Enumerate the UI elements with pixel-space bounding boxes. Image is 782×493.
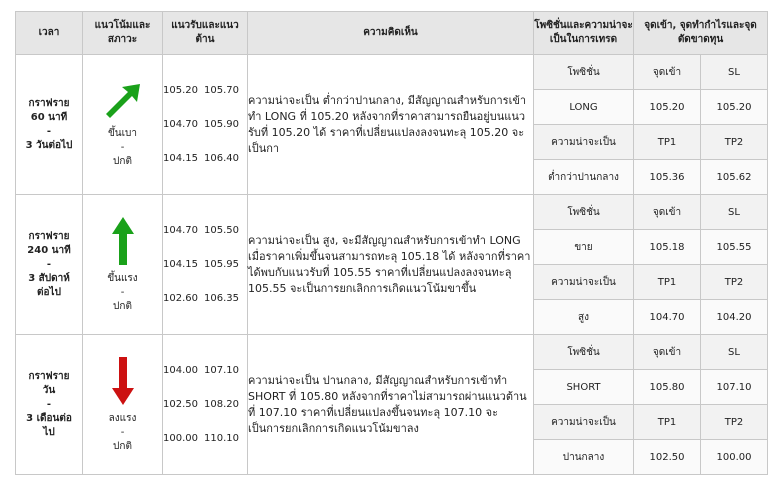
trend-line: ปกติ (113, 300, 132, 312)
support-value: 104.15 (163, 152, 198, 164)
resistance-value: 105.95 (204, 258, 239, 270)
position-cell: TP1 (634, 265, 701, 300)
position-cell: โพซิชั่น (534, 335, 634, 370)
position-cell: สูง (534, 300, 634, 335)
level-pair (163, 282, 247, 316)
timeframe-line: กราฟราย (28, 370, 70, 382)
support-value: 104.15 (163, 258, 198, 270)
table-row (16, 55, 768, 90)
position-cell: 105.36 (634, 160, 701, 195)
position-cell: TP2 (701, 125, 768, 160)
levels-cell (163, 55, 248, 195)
trend-arrow-icon (83, 216, 162, 266)
position-cell: SL (701, 55, 768, 90)
resistance-value: 108.20 (204, 398, 239, 410)
position-cell: 100.00 (701, 440, 768, 475)
level-pair (163, 214, 247, 248)
position-cell: 105.20 (701, 90, 768, 125)
position-cell: โพซิชั่น (534, 55, 634, 90)
support-value: 104.70 (163, 224, 198, 236)
position-cell: จุดเข้า (634, 335, 701, 370)
position-cell: LONG (534, 90, 634, 125)
trend-line: ปกติ (113, 155, 132, 167)
trend-line: ปกติ (113, 440, 132, 452)
level-pair (163, 354, 247, 388)
resistance-value: 110.10 (204, 432, 239, 444)
position-cell: ขาย (534, 230, 634, 265)
timeframe-line: - (46, 125, 52, 137)
timeframe-line: - (46, 398, 52, 410)
position-cell: 102.50 (634, 440, 701, 475)
timeframe-line: 3 วันต่อไป (25, 139, 73, 151)
comment-cell: ความน่าจะเป็น ต่ำกว่าปานกลาง, มีสัญญาณสำหรับการเข้าทำ LONG ที่ 105.20 หลังจากที่ราคาสามารถยืนอยู่บนแนวรับที่ 105.20 ได้ ราคาที่เปลี่ยนแปลงลงจนทะลุ 105.20 จะเป็นกา (248, 55, 534, 195)
position-cell: 105.62 (701, 160, 768, 195)
position-cell: จุดเข้า (634, 55, 701, 90)
timeframe-line: กราฟราย (28, 97, 70, 109)
trend-line: - (120, 286, 125, 298)
trend-arrow-icon (83, 81, 162, 121)
position-cell: 105.80 (634, 370, 701, 405)
timeframe-line: 3 สัปดาห์ (28, 272, 70, 284)
timeframe-cell (16, 55, 83, 195)
position-cell: โพซิชั่น (534, 195, 634, 230)
timeframe-cell (16, 195, 83, 335)
position-cell: 105.18 (634, 230, 701, 265)
timeframe-line: 240 นาที (27, 244, 71, 256)
trend-arrow-icon (83, 356, 162, 406)
timeframe-line: กราฟราย (28, 230, 70, 242)
header-time: เวลา (16, 12, 83, 55)
trend-line: - (120, 141, 125, 153)
trend-cell (83, 55, 163, 195)
resistance-value: 105.50 (204, 224, 239, 236)
support-value: 105.20 (163, 84, 198, 96)
position-cell: TP2 (701, 405, 768, 440)
trend-line: ขึ้นเบา (107, 127, 138, 139)
support-value: 102.60 (163, 292, 198, 304)
timeframe-line: ต่อไป (37, 286, 61, 298)
table-row (16, 335, 768, 370)
position-cell: จุดเข้า (634, 195, 701, 230)
forecast-table (15, 11, 768, 475)
position-cell: 107.10 (701, 370, 768, 405)
level-pair (163, 388, 247, 422)
header-row (16, 12, 768, 55)
position-cell: ต่ำกว่าปานกลาง (534, 160, 634, 195)
level-pair (163, 248, 247, 282)
resistance-value: 105.90 (204, 118, 239, 130)
support-value: 100.00 (163, 432, 198, 444)
comment-cell: ความน่าจะเป็น ปานกลาง, มีสัญญาณสำหรับการเข้าทำ SHORT ที่ 105.80 หลังจากที่ราคาไม่สามารถผ่านแนวต้านที่ 107.10 ราคาที่เปลี่ยนแปลงขึ้นจนทะลุ 107.10 จะเป็นการยกเลิกการเกิดแนวโน้มขาลง (248, 335, 534, 475)
timeframe-line: 3 เดือนต่อ (26, 412, 72, 424)
trend-line: - (120, 426, 125, 438)
position-cell: 104.20 (701, 300, 768, 335)
position-cell: 105.20 (634, 90, 701, 125)
resistance-value: 105.70 (204, 84, 239, 96)
position-cell: SHORT (534, 370, 634, 405)
trend-line: ขึ้นแรง (107, 272, 138, 284)
level-pair (163, 142, 247, 176)
support-value: 102.50 (163, 398, 198, 410)
timeframe-line: 60 นาที (30, 111, 68, 123)
position-cell: TP2 (701, 265, 768, 300)
timeframe-cell (16, 335, 83, 475)
level-pair (163, 108, 247, 142)
position-cell: TP1 (634, 125, 701, 160)
position-cell: 105.55 (701, 230, 768, 265)
levels-cell (163, 335, 248, 475)
level-pair (163, 74, 247, 108)
position-cell: ความน่าจะเป็น (534, 125, 634, 160)
position-cell: 104.70 (634, 300, 701, 335)
trend-cell (83, 195, 163, 335)
timeframe-line: - (46, 258, 52, 270)
header-position: โพซิชั่นและความน่าจะเป็นในการเทรด (534, 12, 634, 55)
resistance-value: 106.35 (204, 292, 239, 304)
resistance-value: 107.10 (204, 364, 239, 376)
level-pair (163, 422, 247, 456)
comment-cell: ความน่าจะเป็น สูง, จะมีสัญญาณสำหรับการเข้าทำ LONG เมื่อราคาเพิ่มขึ้นจนสามารถทะลุ 105.18 ได้ หลังจากที่ราคาได้พบกับแนวรับที่ 105.55 ราคาที่เปลี่ยนแปลงลงจนทะลุ 105.55 จะเป็นการยกเลิกการเกิดแนวโน้มขาขึ้น (248, 195, 534, 335)
support-value: 104.70 (163, 118, 198, 130)
header-entry: จุดเข้า, จุดทำกำไรและจุดตัดขาดทุน (634, 12, 768, 55)
position-cell: ปานกลาง (534, 440, 634, 475)
position-cell: SL (701, 195, 768, 230)
header-comment: ความคิดเห็น (248, 12, 534, 55)
trend-line: ลงแรง (108, 412, 137, 424)
position-cell: ความน่าจะเป็น (534, 265, 634, 300)
header-trend: แนวโน้มและสภาวะ (83, 12, 163, 55)
trend-cell (83, 335, 163, 475)
levels-cell (163, 195, 248, 335)
header-levels: แนวรับและแนวต้าน (163, 12, 248, 55)
resistance-value: 106.40 (204, 152, 239, 164)
position-cell: ความน่าจะเป็น (534, 405, 634, 440)
support-value: 104.00 (163, 364, 198, 376)
timeframe-line: ไป (43, 426, 55, 438)
position-cell: SL (701, 335, 768, 370)
table-row (16, 195, 768, 230)
position-cell: TP1 (634, 405, 701, 440)
timeframe-line: วัน (42, 384, 56, 396)
